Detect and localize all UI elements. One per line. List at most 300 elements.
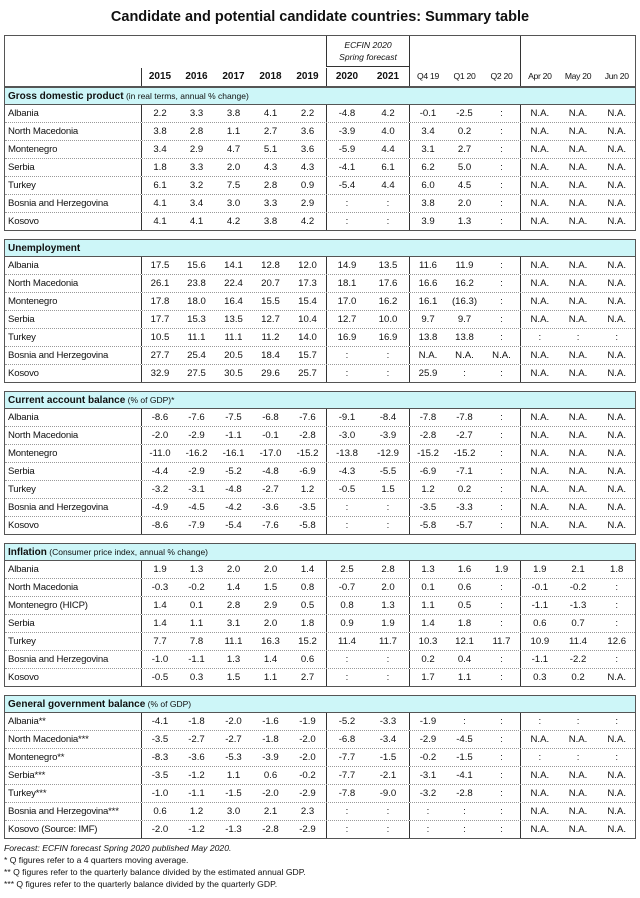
country-label: Kosovo xyxy=(8,672,39,683)
table-cell: 2.7 xyxy=(300,672,315,683)
header-blank xyxy=(5,68,141,86)
country-label: Montenegro xyxy=(8,448,58,459)
table-cell: N.A. xyxy=(568,278,588,289)
table-cell: -1.1 xyxy=(520,651,559,668)
table-cell: N.A. xyxy=(520,517,559,534)
table-cell: -7.8 xyxy=(409,409,446,426)
table-cell: 10.0 xyxy=(378,314,398,325)
table-cell: : xyxy=(326,651,367,668)
table-cell: 6.1 xyxy=(141,177,178,194)
table-cell: 4.1 xyxy=(141,195,178,212)
table-cell: -1.5 xyxy=(225,788,242,799)
table-cell: N.A. xyxy=(607,198,627,209)
table-cell: 16.9 xyxy=(378,332,398,343)
table-cell: 12.6 xyxy=(607,636,627,647)
table-cell: 1.8 xyxy=(610,564,624,575)
country-label: Albania xyxy=(8,412,39,423)
table-cell: 17.7 xyxy=(141,311,178,328)
table-cell: 1.9 xyxy=(381,618,395,629)
table-cell: 3.1 xyxy=(226,618,241,629)
table-cell: 1.1 xyxy=(226,126,241,137)
table-cell: 7.8 xyxy=(189,636,204,647)
table-cell: : xyxy=(500,448,503,459)
table-cell: -3.9 xyxy=(326,123,367,140)
table-cell: N.A. xyxy=(607,430,627,441)
column-header: 2017 xyxy=(222,71,245,82)
table-cell: : xyxy=(500,296,503,307)
table-cell: 3.6 xyxy=(300,126,315,137)
table-cell: 16.6 xyxy=(409,275,446,292)
table-cell: : xyxy=(326,213,367,230)
table-cell: 30.5 xyxy=(224,368,243,379)
table-cell: 13.8 xyxy=(409,329,446,346)
table-cell: 0.8 xyxy=(326,597,367,614)
table-cell: 9.7 xyxy=(409,311,446,328)
table-cell: 4.3 xyxy=(263,162,278,173)
table-cell: N.A. xyxy=(568,734,588,745)
column-header: Q4 19 xyxy=(409,68,446,86)
table-cell: 12.0 xyxy=(298,260,317,271)
table-cell: 22.4 xyxy=(224,278,243,289)
table-cell: N.A. xyxy=(607,734,627,745)
table-cell: 15.3 xyxy=(187,314,206,325)
table-row xyxy=(5,712,635,730)
table-cell: N.A. xyxy=(607,260,627,271)
table-cell: : xyxy=(326,195,367,212)
table-cell: N.A. xyxy=(520,767,559,784)
table-cell: : xyxy=(500,126,503,137)
section-title-text: Gross domestic product xyxy=(8,91,124,102)
section-subtitle: (Consumer price index, annual % change) xyxy=(46,547,209,557)
table-cell: : xyxy=(500,368,503,379)
table-cell: -8.4 xyxy=(379,412,397,423)
table-cell: -2.9 xyxy=(409,731,446,748)
country-label: North Macedonia xyxy=(8,430,79,441)
table-cell: -4.8 xyxy=(262,466,279,477)
table-cell: 7.7 xyxy=(141,633,178,650)
table-cell: 15.4 xyxy=(298,296,317,307)
table-cell: N.A. xyxy=(520,311,559,328)
table-cell: 3.2 xyxy=(189,180,204,191)
table-cell: -4.9 xyxy=(141,499,178,516)
table-cell: -3.9 xyxy=(262,752,279,763)
table-cell: : xyxy=(500,278,503,289)
table-cell: -3.5 xyxy=(409,499,446,516)
table-cell: N.A. xyxy=(607,824,627,835)
table-cell: : xyxy=(500,752,503,763)
table-cell: 1.6 xyxy=(457,564,472,575)
table-row xyxy=(5,632,635,650)
table-cell: 4.1 xyxy=(263,108,278,119)
country-label: Turkey xyxy=(8,484,36,495)
table-row xyxy=(5,194,635,212)
column-header: Jun 20 xyxy=(604,71,629,81)
table-cell: N.A. xyxy=(568,126,588,137)
table-cell: : xyxy=(386,520,390,531)
table-cell: -9.0 xyxy=(379,788,397,799)
table-cell: -0.2 xyxy=(409,749,446,766)
table-cell: -4.5 xyxy=(456,734,473,745)
table-cell: 0.6 xyxy=(520,615,559,632)
table-cell: 1.1 xyxy=(409,597,446,614)
section-title xyxy=(5,696,635,712)
table-cell: 25.7 xyxy=(298,368,317,379)
table-cell: N.A. xyxy=(492,350,511,361)
table-cell: 1.3 xyxy=(226,654,241,665)
sections xyxy=(4,87,636,839)
table-cell: -5.2 xyxy=(225,466,242,477)
table-cell: 2.0 xyxy=(263,618,278,629)
section-title xyxy=(5,544,635,560)
table-cell: 11.1 xyxy=(224,636,243,647)
country-label: Serbia xyxy=(8,162,35,173)
country-label: Albania xyxy=(8,564,39,575)
country-label: Kosovo xyxy=(8,368,39,379)
table-cell: N.A. xyxy=(455,350,474,361)
country-label: Albania** xyxy=(8,716,46,727)
table-cell: 1.9 xyxy=(494,564,509,575)
table-cell: 3.8 xyxy=(141,123,178,140)
table-cell: 17.6 xyxy=(378,278,398,289)
table-cell: -0.1 xyxy=(409,105,446,122)
table-cell: N.A. xyxy=(409,347,446,364)
table-cell: 2.1 xyxy=(571,564,585,575)
table-cell: -0.5 xyxy=(326,481,367,498)
column-header: 2019 xyxy=(296,71,319,82)
table-cell: -0.2 xyxy=(188,582,205,593)
table-cell: N.A. xyxy=(568,368,588,379)
table-cell: -7.6 xyxy=(188,412,205,423)
table-cell: 13.5 xyxy=(224,314,243,325)
table-cell: -0.7 xyxy=(326,579,367,596)
table-cell: N.A. xyxy=(568,448,588,459)
section-title-text: Inflation xyxy=(8,547,47,558)
table-cell: : xyxy=(576,716,580,727)
table-cell: N.A. xyxy=(568,770,588,781)
section-title xyxy=(5,392,635,408)
table-cell: -2.5 xyxy=(456,108,473,119)
table-cell: 1.4 xyxy=(141,597,178,614)
table-cell: : xyxy=(409,803,446,820)
table-cell: 4.0 xyxy=(381,126,395,137)
table-cell: 3.0 xyxy=(226,198,241,209)
table-cell: : xyxy=(520,329,559,346)
table-cell: : xyxy=(500,260,503,271)
table-cell: 1.4 xyxy=(409,615,446,632)
table-row xyxy=(5,462,635,480)
table-cell: : xyxy=(463,806,466,817)
table-cell: N.A. xyxy=(568,788,588,799)
table-cell: : xyxy=(409,821,446,838)
table-cell: N.A. xyxy=(568,296,588,307)
table-cell: : xyxy=(615,752,619,763)
table-cell: : xyxy=(463,368,466,379)
table-row xyxy=(5,748,635,766)
column-headers xyxy=(5,68,635,86)
table-cell: 16.2 xyxy=(455,278,474,289)
table-cell: 11.1 xyxy=(187,332,206,343)
table-cell: N.A. xyxy=(568,108,588,119)
table-cell: 1.7 xyxy=(409,669,446,686)
table-cell: -7.8 xyxy=(456,412,473,423)
table-cell: -1.1 xyxy=(520,597,559,614)
table-cell: 11.4 xyxy=(326,633,367,650)
table-cell: N.A. xyxy=(520,213,559,230)
table-cell: 15.5 xyxy=(261,296,280,307)
section-subtitle: (% of GDP) xyxy=(145,699,192,709)
table-cell: 6.0 xyxy=(409,177,446,194)
table-cell: 1.4 xyxy=(141,615,178,632)
table-cell: 1.8 xyxy=(457,618,472,629)
table-cell: -2.8 xyxy=(456,788,473,799)
table-cell: -7.1 xyxy=(456,466,473,477)
table-cell: 1.5 xyxy=(226,672,241,683)
table-row xyxy=(5,444,635,462)
table-cell: 23.8 xyxy=(187,278,206,289)
table-cell: 16.4 xyxy=(224,296,243,307)
country-label: Montenegro xyxy=(8,144,58,155)
table-cell: 4.1 xyxy=(141,213,178,230)
table-row xyxy=(5,614,635,632)
table-cell: N.A. xyxy=(568,484,588,495)
table-row xyxy=(5,426,635,444)
table-cell: 2.9 xyxy=(189,144,204,155)
table-cell: N.A. xyxy=(568,806,588,817)
table-cell: -7.7 xyxy=(326,749,367,766)
column-header: 2021 xyxy=(376,71,400,82)
table-cell: 16.9 xyxy=(326,329,367,346)
table-cell: -4.1 xyxy=(326,159,367,176)
table-cell: -2.0 xyxy=(141,427,178,444)
table-cell: N.A. xyxy=(520,141,559,158)
table-row xyxy=(5,516,635,534)
table-cell: : xyxy=(500,502,503,513)
table-cell: 1.4 xyxy=(226,582,241,593)
table-cell: : xyxy=(386,672,390,683)
country-label: North Macedonia xyxy=(8,126,79,137)
table-cell: 4.2 xyxy=(226,216,241,227)
table-cell: : xyxy=(326,347,367,364)
table-cell: -2.7 xyxy=(225,734,242,745)
section-title xyxy=(5,240,635,256)
table-cell: -5.4 xyxy=(326,177,367,194)
table-row xyxy=(5,104,635,122)
table-cell: -4.3 xyxy=(326,463,367,480)
forecast-line2: Spring forecast xyxy=(339,52,397,62)
table-cell: N.A. xyxy=(568,162,588,173)
country-label: North Macedonia xyxy=(8,582,79,593)
table-cell: : xyxy=(500,716,503,727)
table-row xyxy=(5,784,635,802)
table-row xyxy=(5,596,635,614)
table-cell: 15.7 xyxy=(298,350,317,361)
table-cell: 3.4 xyxy=(141,141,178,158)
table-cell: -3.2 xyxy=(409,785,446,802)
section xyxy=(4,87,636,231)
table-cell: 2.0 xyxy=(263,564,278,575)
table-cell: N.A. xyxy=(520,105,559,122)
table-cell: : xyxy=(500,582,503,593)
table-cell: 2.9 xyxy=(263,600,278,611)
table-cell: : xyxy=(500,144,503,155)
table-cell: : xyxy=(500,734,503,745)
table-cell: N.A. xyxy=(520,257,559,274)
table-cell: : xyxy=(500,654,503,665)
table-cell: 27.5 xyxy=(187,368,206,379)
table-cell: 3.1 xyxy=(409,141,446,158)
section-title xyxy=(5,88,635,104)
table-cell: 17.3 xyxy=(298,278,317,289)
table-row xyxy=(5,766,635,784)
table-cell: 17.0 xyxy=(326,293,367,310)
table-row xyxy=(5,158,635,176)
table-cell: : xyxy=(615,332,619,343)
table-cell: -1.6 xyxy=(262,716,279,727)
table-cell: -2.0 xyxy=(225,716,242,727)
table-cell: -0.3 xyxy=(141,579,178,596)
table-cell: -3.9 xyxy=(379,430,397,441)
table-row xyxy=(5,176,635,194)
table-cell: N.A. xyxy=(520,785,559,802)
table-cell: -4.8 xyxy=(225,484,242,495)
table-cell: N.A. xyxy=(520,821,559,838)
table-cell: N.A. xyxy=(607,350,627,361)
forecast-header xyxy=(326,36,409,67)
table-cell: 0.3 xyxy=(520,669,559,686)
table-row xyxy=(5,578,635,596)
country-label: Montenegro (HICP) xyxy=(8,600,88,611)
table-cell: : xyxy=(463,716,466,727)
table-cell: 0.6 xyxy=(457,582,472,593)
country-label: Albania xyxy=(8,260,39,271)
forecast-line1: ECFIN 2020 xyxy=(344,40,392,50)
table-cell: 2.7 xyxy=(263,126,278,137)
table-row xyxy=(5,802,635,820)
table-cell: : xyxy=(386,502,390,513)
table-cell: N.A. xyxy=(607,770,627,781)
table-cell: 12.8 xyxy=(261,260,280,271)
table-cell: N.A. xyxy=(568,430,588,441)
table-cell: 1.3 xyxy=(381,600,395,611)
table-cell: 4.4 xyxy=(381,180,395,191)
table-cell: : xyxy=(615,716,619,727)
table-cell: 29.6 xyxy=(261,368,280,379)
table-cell: : xyxy=(386,824,390,835)
table-cell: -5.4 xyxy=(225,520,242,531)
table-cell: -6.8 xyxy=(262,412,279,423)
table-row xyxy=(5,122,635,140)
table-cell: N.A. xyxy=(607,126,627,137)
table-cell: : xyxy=(386,198,390,209)
table-cell: 2.8 xyxy=(263,180,278,191)
table-cell: : xyxy=(326,365,367,382)
table-cell: -7.6 xyxy=(262,520,279,531)
table-cell: : xyxy=(615,618,619,629)
table-cell: -1.8 xyxy=(262,734,279,745)
table-cell: -1.3 xyxy=(225,824,242,835)
table-cell: 3.3 xyxy=(189,108,204,119)
table-cell: -7.7 xyxy=(326,767,367,784)
table-cell: -2.7 xyxy=(456,430,473,441)
table-cell: 3.4 xyxy=(409,123,446,140)
table-cell: N.A. xyxy=(607,296,627,307)
table-cell: 2.3 xyxy=(300,806,315,817)
table-cell: 1.3 xyxy=(409,561,446,578)
table-cell: 3.9 xyxy=(409,213,446,230)
table-cell: 14.0 xyxy=(298,332,317,343)
table-cell: 13.5 xyxy=(378,260,398,271)
section xyxy=(4,543,636,687)
country-label: Serbia xyxy=(8,466,35,477)
section-title-text: Unemployment xyxy=(8,243,81,254)
table-cell: 1.3 xyxy=(189,564,204,575)
table-cell: -16.1 xyxy=(222,448,245,459)
table-cell: -8.6 xyxy=(141,517,178,534)
table-cell: -1.1 xyxy=(188,788,205,799)
table-cell: -3.1 xyxy=(188,484,205,495)
table-cell: N.A. xyxy=(568,412,588,423)
table-cell: N.A. xyxy=(520,463,559,480)
table-cell: N.A. xyxy=(607,180,627,191)
table-cell: 0.9 xyxy=(300,180,315,191)
table-cell: -5.9 xyxy=(326,141,367,158)
table-cell: 2.9 xyxy=(300,198,315,209)
table-cell: -11.0 xyxy=(141,445,178,462)
table-cell: : xyxy=(576,752,580,763)
column-header: 2016 xyxy=(185,71,208,82)
table-cell: -8.6 xyxy=(141,409,178,426)
country-label: Montenegro** xyxy=(8,752,65,763)
table-cell: : xyxy=(615,654,619,665)
table-cell: N.A. xyxy=(568,520,588,531)
table-cell: 3.4 xyxy=(189,198,204,209)
column-header: 2018 xyxy=(259,71,282,82)
table-cell: 4.3 xyxy=(300,162,315,173)
table-cell: N.A. xyxy=(568,824,588,835)
table-cell: 0.2 xyxy=(457,484,472,495)
table-cell: : xyxy=(386,654,390,665)
table-cell: N.A. xyxy=(520,159,559,176)
table-cell: 11.6 xyxy=(409,257,446,274)
table-cell: N.A. xyxy=(607,216,627,227)
table-cell: 3.3 xyxy=(263,198,278,209)
country-label: Bosnia and Herzegovina xyxy=(8,350,109,361)
section-title-text: General government balance xyxy=(8,699,146,710)
table-cell: -1.2 xyxy=(188,770,205,781)
table-cell: 4.4 xyxy=(381,144,395,155)
table-cell: -15.2 xyxy=(453,448,476,459)
table-cell: : xyxy=(500,412,503,423)
table-cell: 14.9 xyxy=(326,257,367,274)
table-cell: N.A. xyxy=(520,409,559,426)
table-cell: 2.7 xyxy=(457,144,472,155)
table-cell: 4.2 xyxy=(300,216,315,227)
table-cell: -2.8 xyxy=(262,824,279,835)
table-cell: -0.5 xyxy=(141,669,178,686)
table-cell: : xyxy=(500,600,503,611)
table-cell: 18.0 xyxy=(187,296,206,307)
table-cell: -6.9 xyxy=(409,463,446,480)
table-cell: : xyxy=(500,198,503,209)
table-cell: -3.5 xyxy=(141,767,178,784)
table-row xyxy=(5,364,635,382)
table-cell: 32.9 xyxy=(141,365,178,382)
table-cell: N.A. xyxy=(607,144,627,155)
table-cell: -6.8 xyxy=(326,731,367,748)
table-cell: 0.1 xyxy=(189,600,204,611)
table-cell: 20.5 xyxy=(224,350,243,361)
table-cell: -3.5 xyxy=(299,502,316,513)
